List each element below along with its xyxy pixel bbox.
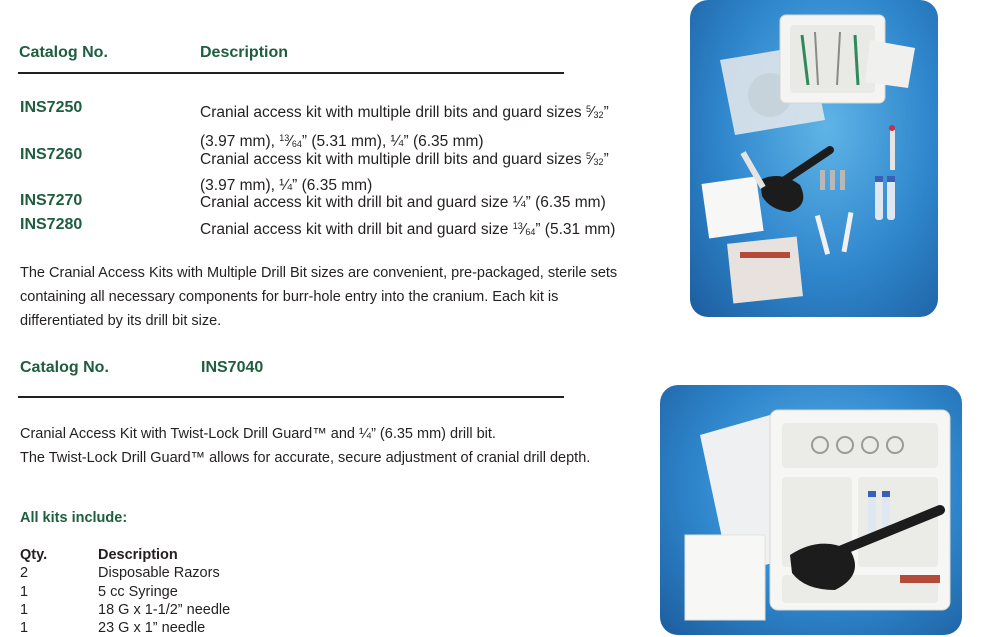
item-qty: 2 — [20, 565, 29, 582]
table-row — [20, 583, 230, 601]
kit-contents-table — [20, 546, 230, 637]
twist-lock-kit-photo — [660, 385, 962, 635]
description-ins7260: Cranial access kit with multiple drill bits and guard sizes $^5⁄_{32}$” (3.97 mm), ¼” (6.35 mm) — [200, 151, 609, 194]
catalog-value-ins7040: INS7040 — [201, 359, 264, 376]
twist-lock-description: The Twist-Lock Drill Guard™ allows for accurate, secure adjustment of cranial drill depth. — [20, 450, 591, 466]
twist-lock-kit-line: Cranial Access Kit with Twist-Lock Drill Guard™ and ¼” (6.35 mm) drill bit. — [20, 426, 496, 442]
kit-contents-header-row — [20, 546, 230, 564]
twist-lock-kit-illustration — [660, 385, 962, 635]
kit-description-paragraph: The Cranial Access Kits with Multiple Drill Bit sizes are convenient, pre-packaged, sterile sets containing all necessary components for burr-hole entry into the cranium. Each kit is differentiated by its drill bit size. — [20, 265, 618, 329]
qty-header: Qty. — [20, 547, 48, 563]
item-qty: 1 — [20, 583, 29, 600]
item-description: 23 G x 1” needle — [98, 620, 206, 637]
description-ins7280: Cranial access kit with drill bit and guard size $^{13}⁄_{64}$” (5.31 mm) — [200, 221, 616, 238]
table-row — [20, 564, 230, 582]
description-ins7250: Cranial access kit with multiple drill bits and guard sizes $^5⁄_{32}$” (3.97 mm), $^{13}⁄_{64}$” (5.31 mm), ¼” (6.35 mm) — [200, 104, 609, 150]
table-row — [20, 619, 230, 637]
catalog-no-header: Catalog No. — [19, 44, 108, 61]
item-description: 5 cc Syringe — [98, 583, 178, 600]
item-description-header: Description — [98, 547, 178, 563]
description-header: Description — [200, 44, 289, 61]
cranial-kit-photo — [690, 0, 938, 317]
item-qty: 1 — [20, 620, 29, 637]
catalog-id-ins7270: INS7270 — [20, 192, 83, 209]
cranial-kit-illustration — [690, 0, 938, 317]
header-rule-2 — [18, 396, 564, 398]
table-row — [20, 601, 230, 619]
header-rule — [18, 72, 564, 74]
description-ins7270: Cranial access kit with drill bit and guard size ¼” (6.35 mm) — [200, 194, 606, 211]
all-kits-include-heading: All kits include: — [20, 510, 128, 526]
catalog-id-ins7250: INS7250 — [20, 99, 83, 116]
catalog-id-ins7260: INS7260 — [20, 146, 83, 163]
catalog-id-ins7280: INS7280 — [20, 216, 83, 233]
item-description: Disposable Razors — [98, 565, 220, 582]
catalog-no-header-2: Catalog No. — [20, 359, 109, 376]
item-description: 18 G x 1-1/2” needle — [98, 601, 231, 618]
item-qty: 1 — [20, 601, 29, 618]
